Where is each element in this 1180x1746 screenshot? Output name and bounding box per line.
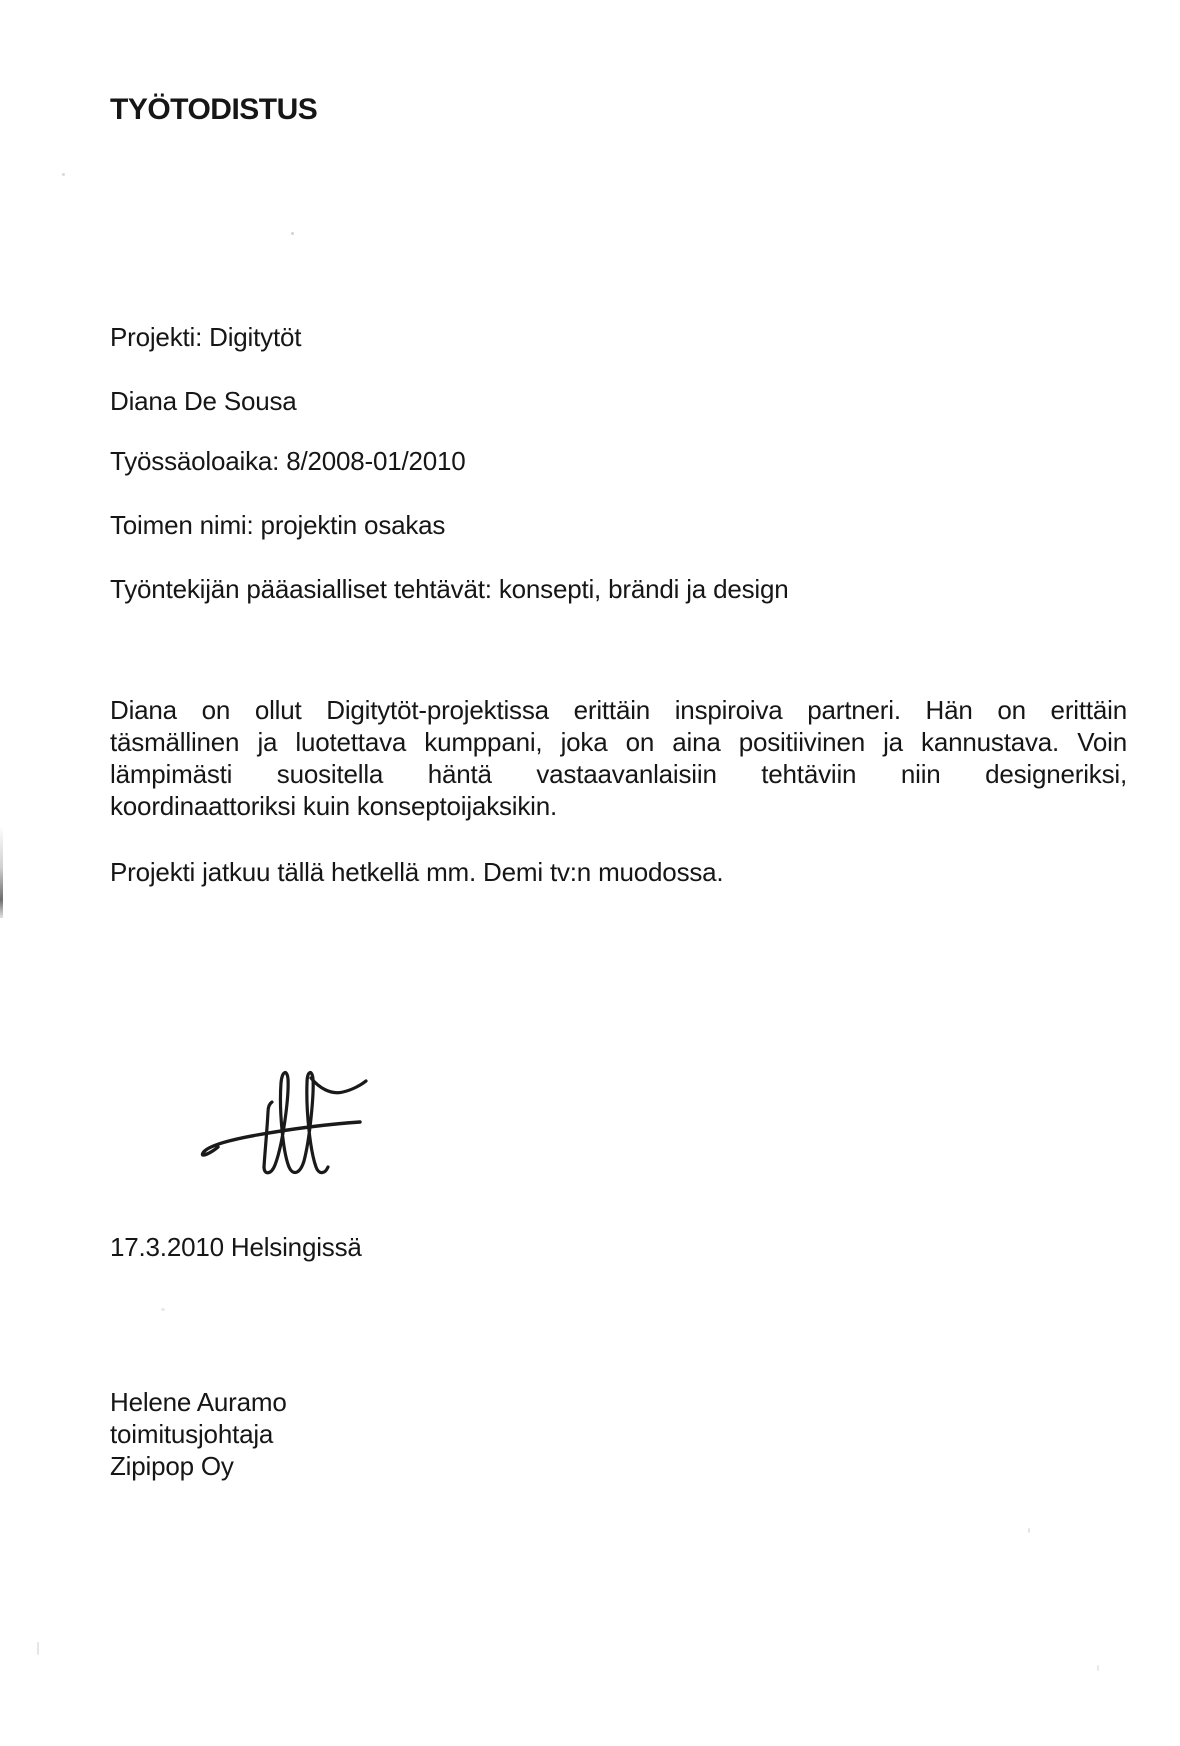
- signer-name: Helene Auramo: [110, 1387, 287, 1417]
- recommendation-line: Diana on ollut Digitytöt-projektissa erittäin inspiroiva partneri. Hän on erittäin: [110, 695, 1127, 725]
- scan-artifact: [37, 1642, 39, 1655]
- scan-artifact: [62, 173, 65, 176]
- field-job-title: Toimen nimi: projektin osakas: [110, 510, 446, 540]
- scan-artifact: [1097, 1665, 1099, 1671]
- date-place-line: 17.3.2010 Helsingissä: [110, 1232, 362, 1262]
- field-employment-period: Työssäoloaika: 8/2008-01/2010: [110, 446, 466, 476]
- scan-artifact: [291, 232, 294, 235]
- recommendation-paragraph: [110, 694, 1127, 822]
- scan-artifact: [0, 826, 3, 918]
- field-employee-name: Diana De Sousa: [110, 386, 297, 416]
- field-main-duties: Työntekijän pääasialliset tehtävät: konsepti, brändi ja design: [110, 574, 789, 604]
- scan-artifact: [161, 1308, 165, 1311]
- recommendation-line: täsmällinen ja luotettava kumppani, joka on aina positiivinen ja kannustava. Voin: [110, 727, 1127, 757]
- recommendation-line: lämpimästi suositella häntä vastaavanlaisiin tehtäviin niin designeriksi,: [110, 759, 1127, 789]
- recommendation-line: koordinaattoriksi kuin konseptoijaksikin.: [110, 791, 558, 821]
- document-title: TYÖTODISTUS: [110, 93, 318, 126]
- field-project: Projekti: Digitytöt: [110, 322, 302, 352]
- signer-title: toimitusjohtaja: [110, 1419, 274, 1449]
- signer-block: [110, 1386, 287, 1482]
- signer-company: Zipipop Oy: [110, 1451, 234, 1481]
- handwritten-signature: [195, 1066, 380, 1186]
- scan-artifact: [1028, 1528, 1030, 1533]
- project-status-line: Projekti jatkuu tällä hetkellä mm. Demi tv:n muodossa.: [110, 857, 724, 887]
